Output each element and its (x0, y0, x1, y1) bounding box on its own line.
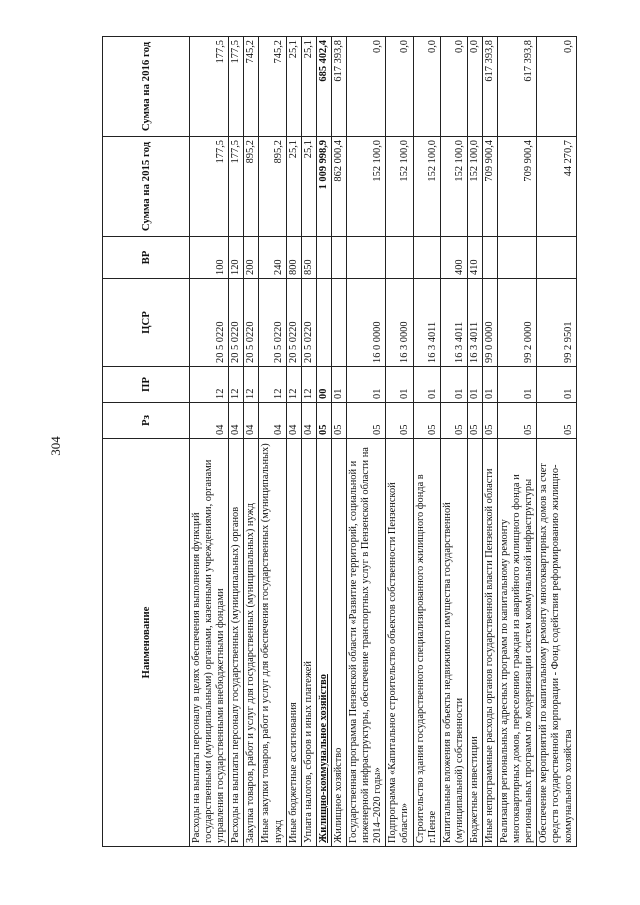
header-sum-2015: Сумма на 2015 год (103, 137, 190, 237)
cell-sum2016: 685 402,4 (316, 37, 331, 137)
table-row (386, 37, 413, 847)
cell-pr: 00 (316, 367, 331, 403)
cell-sum2016: 0,0 (440, 37, 467, 137)
table-row (440, 37, 467, 847)
cell-pr: 01 (386, 367, 413, 403)
cell-csr: 99 2 9501 (537, 279, 576, 367)
cell-rz: 05 (537, 403, 576, 439)
cell-sum2016: 0,0 (386, 37, 413, 137)
cell-csr: 16 0 0000 (347, 279, 386, 367)
cell-pr: 01 (440, 367, 467, 403)
cell-csr: 20 5 0220 (244, 279, 259, 367)
cell-csr: 16 3 4011 (413, 279, 440, 367)
cell-sum2015: 44 270,7 (537, 137, 576, 237)
cell-pr: 12 (190, 367, 229, 403)
cell-rz: 05 (440, 403, 467, 439)
cell-vr (316, 237, 331, 279)
cell-vr: 120 (229, 237, 244, 279)
cell-csr (331, 279, 346, 367)
cell-sum2015: 25,1 (301, 137, 316, 237)
cell-name: Иные непрограммные расходы органов государственной власти Пензенской области (482, 439, 497, 847)
table-row (482, 37, 497, 847)
cell-rz: 04 (229, 403, 244, 439)
cell-rz: 04 (286, 403, 301, 439)
cell-vr (347, 237, 386, 279)
cell-vr: 100 (190, 237, 229, 279)
cell-sum2015: 862 000,4 (331, 137, 346, 237)
cell-sum2015: 152 100,0 (347, 137, 386, 237)
table-row (244, 37, 259, 847)
table-row (286, 37, 301, 847)
table-row (413, 37, 440, 847)
cell-pr: 01 (467, 367, 482, 403)
cell-csr: 20 5 0220 (229, 279, 244, 367)
cell-sum2016: 25,1 (301, 37, 316, 137)
cell-csr: 99 2 0000 (498, 279, 537, 367)
cell-rz: 04 (190, 403, 229, 439)
table-row (331, 37, 346, 847)
table-row (259, 37, 286, 847)
cell-name: Иные закупки товаров, работ и услуг для обеспечения государственных (муниципальных) нужд (259, 439, 286, 847)
cell-sum2016: 745,2 (259, 37, 286, 137)
cell-vr (537, 237, 576, 279)
cell-name: Жилищное хозяйство (331, 439, 346, 847)
cell-rz: 05 (331, 403, 346, 439)
cell-sum2015: 709 900,4 (482, 137, 497, 237)
cell-pr: 01 (347, 367, 386, 403)
cell-csr (316, 279, 331, 367)
table-row (537, 37, 576, 847)
cell-vr (331, 237, 346, 279)
cell-vr: 200 (244, 237, 259, 279)
cell-sum2016: 617 393,8 (482, 37, 497, 137)
cell-sum2015: 152 100,0 (467, 137, 482, 237)
cell-csr: 16 3 4011 (440, 279, 467, 367)
cell-vr: 850 (301, 237, 316, 279)
cell-sum2016: 177,5 (190, 37, 229, 137)
cell-sum2016: 617 393,8 (498, 37, 537, 137)
header-pr: ПР (103, 367, 190, 403)
cell-pr: 01 (413, 367, 440, 403)
budget-table (102, 36, 577, 847)
header-csr: ЦСР (103, 279, 190, 367)
cell-rz: 05 (316, 403, 331, 439)
cell-vr (413, 237, 440, 279)
cell-sum2016: 25,1 (286, 37, 301, 137)
cell-sum2015: 177,5 (229, 137, 244, 237)
table-row (190, 37, 229, 847)
cell-vr: 240 (259, 237, 286, 279)
cell-name: Закупка товаров, работ и услуг для государственных (муниципальных) нужд (244, 439, 259, 847)
cell-name: Расходы на выплаты персоналу в целях обеспечения выполнения функций государственными (муниципальными) органами, казенными учреждениями, органами управления государственными внебюджетными фондами (190, 439, 229, 847)
cell-pr: 12 (259, 367, 286, 403)
cell-pr: 01 (498, 367, 537, 403)
cell-rz: 05 (482, 403, 497, 439)
cell-csr: 16 3 4011 (467, 279, 482, 367)
cell-sum2015: 1 009 998,9 (316, 137, 331, 237)
cell-csr: 20 5 0220 (190, 279, 229, 367)
cell-name: Жилищно-коммунальное хозяйство (316, 439, 331, 847)
page-number: 304 (48, 436, 63, 456)
cell-name: Строительство здания государственного специализированного жилищного фонда в г.Пензе (413, 439, 440, 847)
cell-sum2016: 0,0 (467, 37, 482, 137)
cell-sum2016: 0,0 (413, 37, 440, 137)
table-row (316, 37, 331, 847)
cell-pr: 01 (537, 367, 576, 403)
cell-csr: 99 0 0000 (482, 279, 497, 367)
cell-sum2016: 0,0 (537, 37, 576, 137)
cell-rz: 05 (498, 403, 537, 439)
cell-csr: 20 5 0220 (259, 279, 286, 367)
table-row (498, 37, 537, 847)
cell-sum2015: 25,1 (286, 137, 301, 237)
cell-sum2015: 177,5 (190, 137, 229, 237)
cell-sum2015: 152 100,0 (413, 137, 440, 237)
cell-name: Государственная программа Пензенской области «Развитие территорий, социальной и инженерной инфраструктуры, обеспечение транспортных услуг в Пензенской области на 2014–2020 годы» (347, 439, 386, 847)
header-vr: ВР (103, 237, 190, 279)
cell-rz: 05 (386, 403, 413, 439)
cell-csr: 16 3 0000 (386, 279, 413, 367)
header-name: Наименование (103, 439, 190, 847)
cell-rz: 05 (413, 403, 440, 439)
cell-sum2015: 152 100,0 (440, 137, 467, 237)
cell-sum2016: 177,5 (229, 37, 244, 137)
cell-rz: 05 (347, 403, 386, 439)
cell-vr (498, 237, 537, 279)
table-body (190, 37, 577, 847)
table-row (301, 37, 316, 847)
cell-sum2015: 895,2 (259, 137, 286, 237)
cell-name: Расходы на выплаты персоналу государственных (муниципальных) органов (229, 439, 244, 847)
cell-csr: 20 5 0220 (286, 279, 301, 367)
cell-name: Подпрограмма «Капитальное строительство объектов собственности Пензенской области» (386, 439, 413, 847)
cell-name: Капитальные вложения в объекты недвижимого имущества государственной (муниципальной) собственности (440, 439, 467, 847)
cell-rz: 04 (244, 403, 259, 439)
cell-name: Реализация региональных адресных программ по капитальному ремонту многоквартирных домов, переселению граждан из аварийного жилищного фонда и региональных программ по модернизации систем коммунальной инфраструктуры (498, 439, 537, 847)
cell-rz: 04 (301, 403, 316, 439)
cell-vr (482, 237, 497, 279)
table-row (229, 37, 244, 847)
cell-pr: 12 (301, 367, 316, 403)
cell-vr (386, 237, 413, 279)
header-rz: Рз (103, 403, 190, 439)
cell-pr: 12 (229, 367, 244, 403)
cell-sum2016: 617 393,8 (331, 37, 346, 137)
cell-vr: 400 (440, 237, 467, 279)
cell-pr: 12 (286, 367, 301, 403)
cell-sum2015: 152 100,0 (386, 137, 413, 237)
cell-vr: 800 (286, 237, 301, 279)
cell-rz: 04 (259, 403, 286, 439)
cell-pr: 12 (244, 367, 259, 403)
cell-sum2015: 709 900,4 (498, 137, 537, 237)
cell-name: Бюджетные инвестиции (467, 439, 482, 847)
table-row (467, 37, 482, 847)
cell-name: Уплата налогов, сборов и иных платежей (301, 439, 316, 847)
cell-sum2016: 745,2 (244, 37, 259, 137)
cell-rz: 05 (467, 403, 482, 439)
cell-csr: 20 5 0220 (301, 279, 316, 367)
cell-pr: 01 (331, 367, 346, 403)
cell-pr: 01 (482, 367, 497, 403)
cell-sum2016: 0,0 (347, 37, 386, 137)
cell-name: Обеспечение мероприятий по капитальному ремонту многоквартирных домов за счет средств государственной корпорации - Фонд содействия реформированию жилищно-коммунального хозяйства (537, 439, 576, 847)
cell-vr: 410 (467, 237, 482, 279)
header-sum-2016: Сумма на 2016 год (103, 37, 190, 137)
table-header-row (103, 37, 190, 847)
cell-name: Иные бюджетные ассигнования (286, 439, 301, 847)
table-row (347, 37, 386, 847)
cell-sum2015: 895,2 (244, 137, 259, 237)
